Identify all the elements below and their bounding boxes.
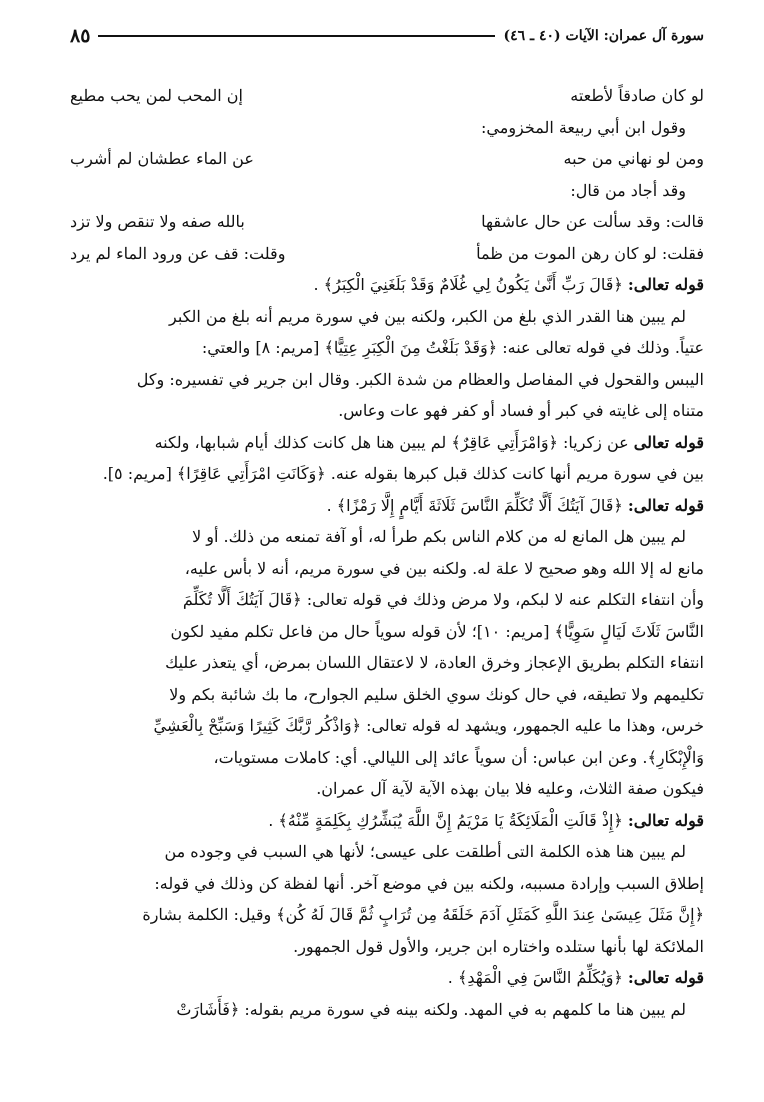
section-heading bbox=[70, 962, 704, 994]
hemistich-second: بالله صفه ولا تنقص ولا تزد bbox=[70, 212, 245, 231]
page-body bbox=[70, 80, 704, 1025]
quran-verse: ﴿إِذْ قَالَتِ الْمَلَائِكَةُ يَا مَرْيَمُ إِنَّ اللَّهَ يُبَشِّرُكِ بِكَلِمَةٍ مِّنْهُ﴾ . bbox=[268, 810, 623, 830]
section-heading bbox=[70, 490, 704, 522]
heading-label: قوله تعالى: bbox=[627, 275, 704, 294]
hemistich-second: عن الماء عطشان لم أشرب bbox=[70, 149, 254, 168]
paragraph-line: لم يبين هنا هذه الكلمة التى أطلقت على عيسى؛ لأنها هي السبب في وجوده من bbox=[164, 842, 686, 861]
paragraph-line: انتفاء التكلم بطريق الإعجاز وخرق العادة، لا لاعتقال اللسان بمرض، أي يتعذر عليك bbox=[165, 653, 704, 672]
poem-verse bbox=[70, 80, 704, 112]
paragraph-line: لم يبين هل المانع له من كلام الناس بكم طرأ له، أو آفة تمنعه من ذلك. أو لا bbox=[192, 527, 686, 546]
paragraph-line: الملائكة لها بأنها ستلده واختاره ابن جرير، والأول قول الجمهور. bbox=[293, 936, 704, 956]
heading-label: قوله تعالى: bbox=[627, 810, 704, 830]
paragraph-line: مانع له إلا الله وهو صحيح لا علة له. ولكنه بين في سورة مريم، أنه لا بأس عليه، bbox=[184, 558, 704, 578]
heading-label: قوله تعالى bbox=[633, 432, 704, 452]
poem-verse bbox=[70, 206, 704, 238]
section-heading bbox=[70, 269, 704, 301]
quran-verse: ﴿وَيُكَلِّمُ النَّاسَ فِي الْمَهْدِ﴾ . bbox=[447, 968, 623, 987]
hemistich-second: وقلت: قف عن ورود الماء لم يرد bbox=[70, 243, 286, 263]
paragraph-line: متناه إلى غايته في كبر أو فساد أو كفر فهو عات وعاس. bbox=[338, 401, 704, 420]
paragraph-line: لم يبين هنا ما كلمهم به في المهد. ولكنه بينه في سورة مريم بقوله: ﴿فَأَشَارَتْ bbox=[176, 999, 686, 1019]
poem-intro: وقول ابن أبي ربيعة المخزومي: bbox=[481, 117, 686, 137]
paragraph-line: لم يبين هنا القدر الذي بلغ من الكبر، ولكنه بين في سورة مريم أنه بلغ من الكبر bbox=[169, 306, 686, 326]
header-rule bbox=[98, 35, 495, 37]
running-title: سورة آل عمران: الآيات (٤٠ ـ ٤٦) bbox=[503, 28, 704, 44]
poem-verse bbox=[70, 238, 704, 270]
hemistich-second: إن المحب لمن يحب مطيع bbox=[70, 86, 243, 105]
poem-verse bbox=[70, 143, 704, 175]
section-heading bbox=[70, 427, 704, 459]
paragraph-line: النَّاسَ ثَلَاثَ لَيَالٍ سَوِيًّا﴾ [مريم: ١٠]؛ لأن قوله سوياً حال من فاعل تكلم مفيد لكون bbox=[170, 621, 704, 641]
paragraph-line: وَالْإِبْكَارِ﴾. وعن ابن عباس: أن سوياً عائد إلى الليالي. أي: كاملات مستويات، bbox=[213, 747, 704, 767]
hemistich-first: ومن لو نهاني من حبه bbox=[563, 149, 704, 168]
paragraph-line: وأن انتفاء التكلم عنه لا لبكم، ولا مرض وذلك في قوله تعالى: ﴿قَالَ آيَتُكَ أَلَّا تُكَلِّمَ bbox=[182, 590, 704, 609]
paragraph-line: إطلاق السبب وإرادة مسببه، ولكنه بين في موضع آخر. أنها لفظة كن وذلك في قوله: bbox=[154, 873, 704, 893]
poem-intro: وقد أجاد من قال: bbox=[570, 180, 686, 200]
quran-verse: ﴿قَالَ آيَتُكَ أَلَّا تُكَلِّمَ النَّاسَ ثَلَاثَةَ أَيَّامٍ إِلَّا رَمْزًا﴾ . bbox=[326, 495, 623, 515]
hemistich-first: فقلت: لو كان رهن الموت من ظمأ bbox=[476, 243, 704, 263]
paragraph-text: عن زكريا: ﴿وَامْرَأَتِي عَاقِرٌ﴾ لم يبين هنا هل كانت كذلك أيام شبابها، ولكنه bbox=[154, 432, 634, 452]
paragraph-line: خرس، وهذا ما عليه الجمهور، ويشهد له قوله تعالى: ﴿وَاذْكُر رَّبَّكَ كَثِيرًا وَسَبِّحْ بِالْعَشِيِّ bbox=[153, 716, 704, 735]
hemistich-first: لو كان صادقاً لأطعته bbox=[570, 86, 704, 105]
page-header bbox=[70, 22, 704, 50]
page-number: ٨٥ bbox=[70, 25, 91, 47]
paragraph-line: عتياً. وذلك في قوله تعالى عنه: ﴿وَقَدْ بَلَغْتُ مِنَ الْكِبَرِ عِتِيًّا﴾ [مريم: ٨] والعتي: bbox=[201, 338, 704, 357]
quran-verse: ﴿قَالَ رَبِّ أَنَّىٰ يَكُونُ لِي غُلَامٌ وَقَدْ بَلَغَنِيَ الْكِبَرُ﴾ . bbox=[313, 275, 623, 294]
hemistich-first: قالت: وقد سألت عن حال عاشقها bbox=[481, 212, 704, 231]
paragraph-line: بين في سورة مريم أنها كانت كذلك قبل كبرها بقوله عنه. ﴿وَكَانَتِ امْرَأَتِي عَاقِرًا﴾ [مريم: ٥]. bbox=[102, 464, 704, 483]
paragraph-line: تكليمهم ولا تطيقه، في حال كونك سوي الخلق سليم الجوارح، ما بك شائبة بكم ولا bbox=[169, 684, 704, 704]
section-heading bbox=[70, 805, 704, 837]
heading-label: قوله تعالى: bbox=[627, 495, 704, 515]
paragraph-line: فيكون صفة الثلاث، وعليه فلا بيان بهذه الآية لآية آل عمران. bbox=[316, 779, 704, 798]
paragraph-line: ﴿إِنَّ مَثَلَ عِيسَىٰ عِندَ اللَّهِ كَمَثَلِ آدَمَ خَلَقَهُ مِن تُرَابٍ ثُمَّ قَالَ لَهُ كُن﴾ وقيل: الكلمة بشارة bbox=[142, 905, 704, 924]
paragraph-line: اليبس والقحول في المفاصل والعظام من شدة الكبر. وقال ابن جرير في تفسيره: وكل bbox=[136, 369, 704, 389]
heading-label: قوله تعالى: bbox=[627, 968, 704, 987]
